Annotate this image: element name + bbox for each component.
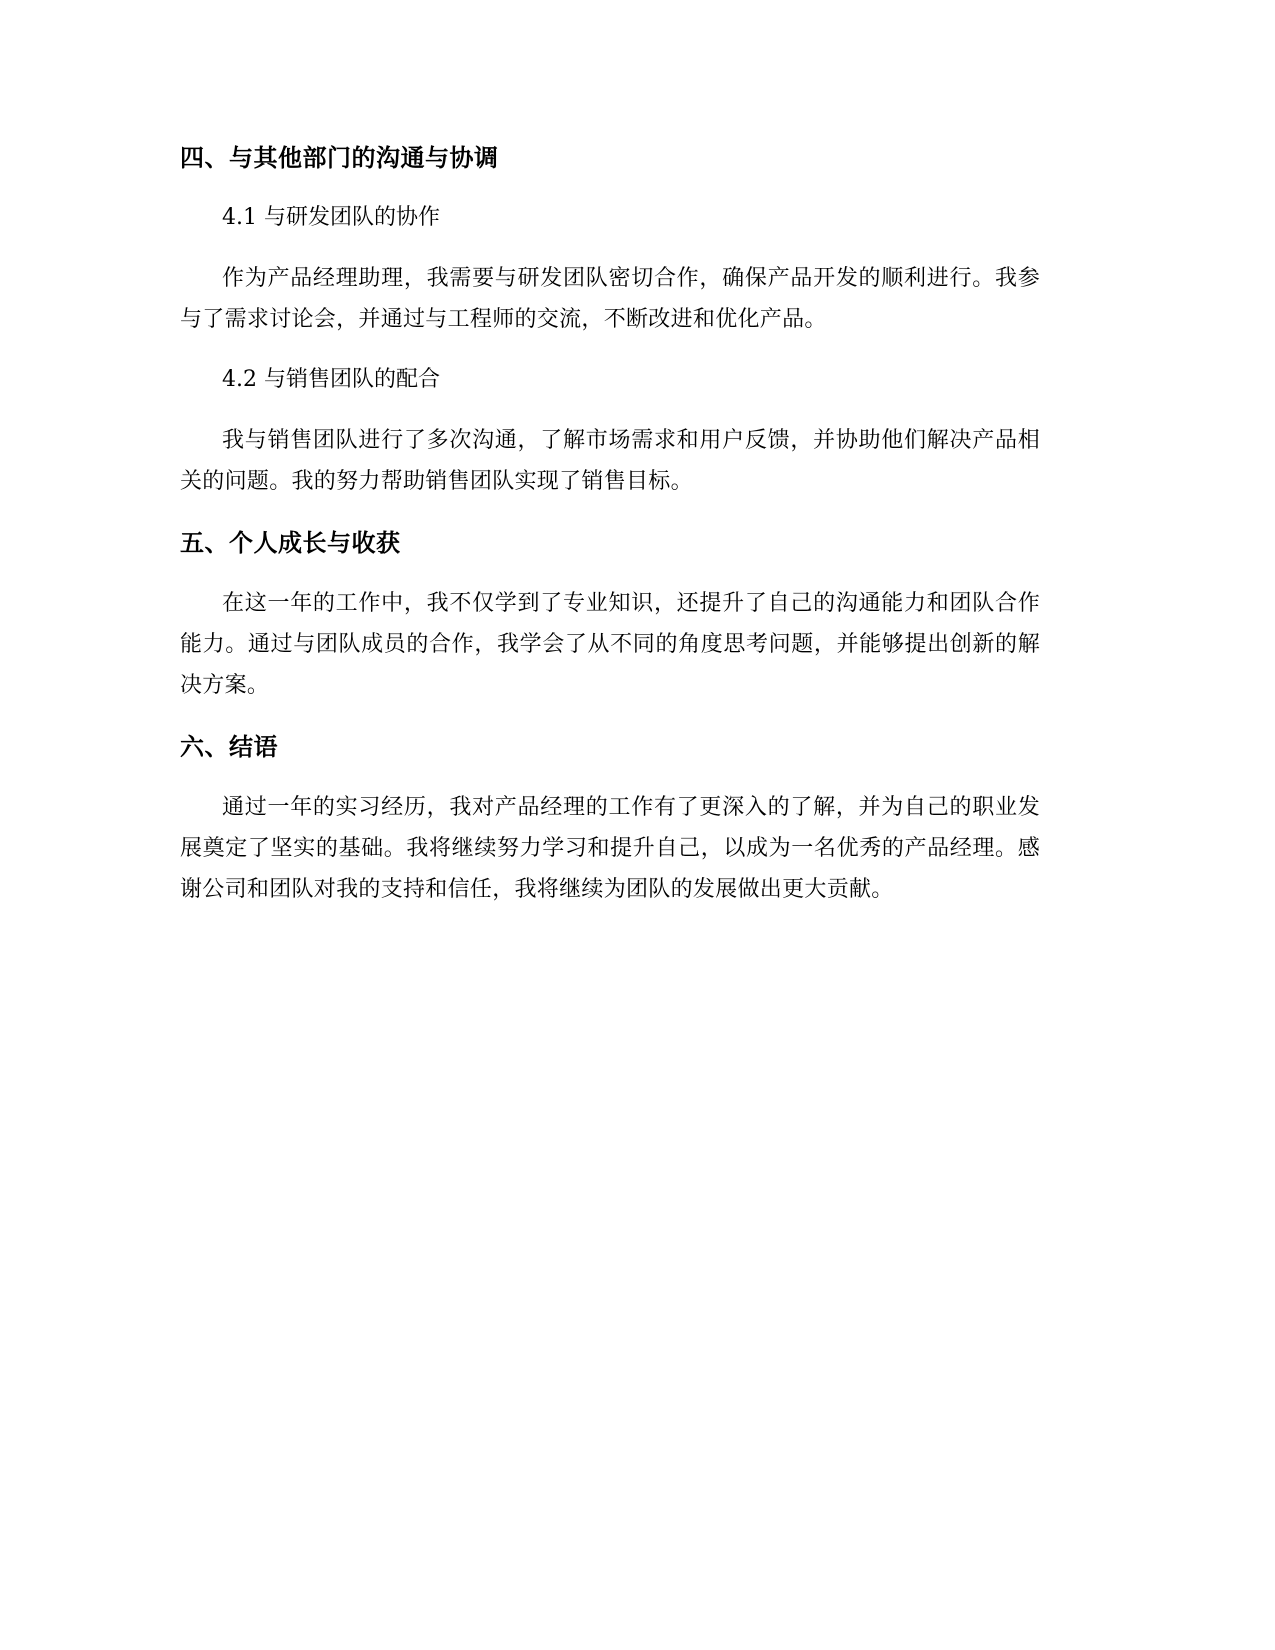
- section-5-heading: 五、个人成长与收获: [180, 529, 401, 557]
- section-4-heading: 四、与其他部门的沟通与协调: [180, 144, 499, 172]
- section-6-paragraph: 通过一年的实习经历，我对产品经理的工作有了更深入的了解，并为自己的职业发展奠定了坚实的基础。我将继续努力学习和提升自己，以成为一名优秀的产品经理。感谢公司和团队对我的支持和信任，我将继续为团队的发展做出更大贡献。: [180, 795, 1040, 902]
- document-page: [180, 138, 1040, 910]
- section-5-paragraph: 在这一年的工作中，我不仅学到了专业知识，还提升了自己的沟通能力和团队合作能力。通过与团队成员的合作，我学会了从不同的角度思考问题，并能够提出创新的解决方案。: [180, 591, 1040, 698]
- section-6-heading: 六、结语: [180, 733, 278, 761]
- section-4-2-paragraph: 我与销售团队进行了多次沟通，了解市场需求和用户反馈，并协助他们解决产品相关的问题。我的努力帮助销售团队实现了销售目标。: [180, 428, 1040, 494]
- section-4-1-paragraph: 作为产品经理助理，我需要与研发团队密切合作，确保产品开发的顺利进行。我参与了需求讨论会，并通过与工程师的交流，不断改进和优化产品。: [180, 266, 1040, 332]
- section-4-2-heading: 4.2 与销售团队的配合: [222, 367, 440, 392]
- section-4-1-heading: 4.1 与研发团队的协作: [222, 205, 440, 230]
